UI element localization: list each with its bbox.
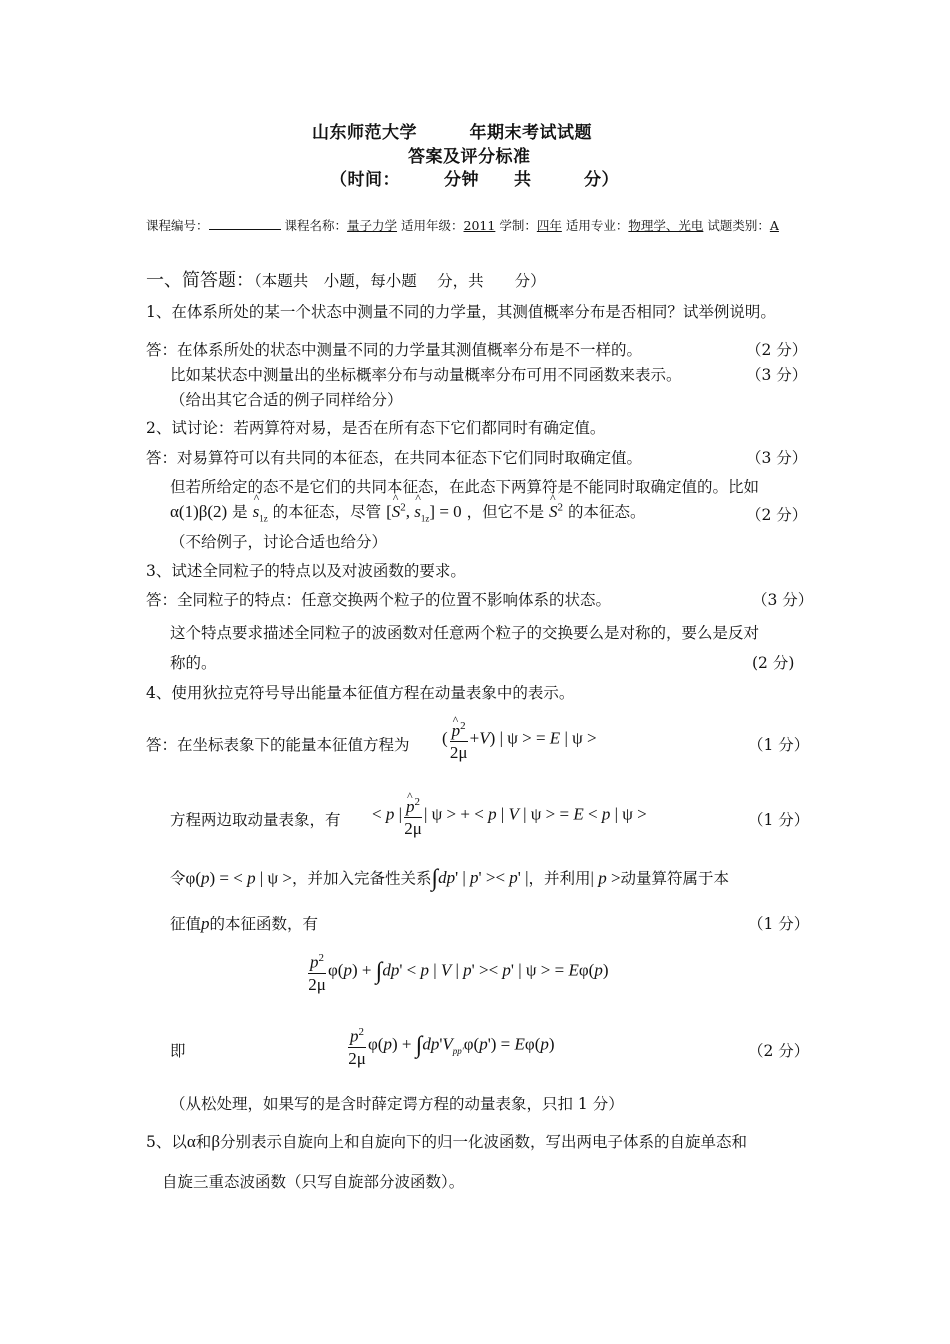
course-meta	[146, 216, 779, 234]
q4-answer-5-label: 即	[170, 1042, 186, 1060]
s2-operator: ^ $S^2$	[549, 502, 563, 521]
q1-score-2: （3 分）	[746, 366, 808, 384]
section-header	[146, 266, 546, 292]
q2-answer-2: 但若所给定的态不是它们的共同本征态，在此态下两算符是不能同时取确定值的。比如	[170, 478, 760, 496]
q1-answer-2: 比如某状态中测量出的坐标概率分布与动量概率分布可用不同函数来表示。	[170, 366, 682, 384]
system-label: 学制：	[499, 218, 537, 233]
q4-text-use: ，并利用	[528, 869, 591, 888]
q3-answer-1: 答：全同粒子的特点：任意交换两个粒子的位置不影响体系的状态。	[146, 591, 612, 609]
exam-time-line: （时间： 分钟 共 分）	[330, 170, 619, 190]
q1-question: 1、在体系所处的某一个状态中测量不同的力学量，其测值概率分布是否相同？试举例说明。	[146, 303, 776, 321]
exam-subtitle: 答案及评分标准	[408, 147, 531, 167]
eq-momentum-projection: < p | ^ $\frac{p^2}{2\mu}$ | ψ > + < p | V | ψ > = E < p | ψ >	[372, 792, 647, 840]
q2-answer-3	[170, 500, 646, 523]
eq-momentum-integral: $\frac{p^2}{2\mu}$ φ(p) + ∫dp' < p | V | p' >< p' | ψ > = Eφ(p)	[306, 948, 609, 996]
q4-answer-1: 答：在坐标表象下的能量本征值方程为	[146, 736, 410, 754]
s1z-operator: ^ $s_{1z}$	[253, 502, 268, 521]
q4-note: （从松处理，如果写的是含时薛定谔方程的动量表象，只扣 1 分）	[170, 1095, 624, 1113]
completeness-expr: ∫dp' | p' >< p' |	[431, 866, 529, 892]
q3-score-1: （3 分）	[752, 591, 814, 609]
grade: 2011	[463, 218, 496, 233]
exam-title: 山东师范大学 年期末考试试题	[312, 123, 592, 143]
q4-score-1: （1 分）	[748, 736, 810, 754]
q5-text-a: 5、以	[146, 1133, 187, 1151]
q2-text-c: ，但它不是	[466, 503, 545, 521]
course-no-blank	[209, 217, 281, 230]
q4-text-momentum: 动量算符属于本	[620, 869, 730, 888]
q4-text-completeness: ，并加入完备性关系	[291, 869, 432, 888]
q5-text-c: 分别表示自旋向上和自旋向下的归一化波函数，写出两电子体系的自旋单态和	[219, 1133, 747, 1151]
major: 物理学、光电	[628, 218, 704, 233]
exam-type: A	[769, 218, 779, 233]
p-var: p	[201, 914, 210, 933]
q3-answer-2: 这个特点要求描述全同粒子的波函数对任意两个粒子的交换要么是对称的，要么是反对	[170, 624, 760, 642]
q2-score-2: （2 分）	[746, 506, 808, 524]
q4-text-let: 令	[170, 869, 186, 888]
ket-p-expr: | p >	[590, 868, 621, 888]
major-label: 适用专业：	[565, 218, 629, 233]
q2-text-d: 的本征态。	[567, 503, 646, 521]
q4-text-eigenfunction: 的本征函数，有	[209, 915, 319, 933]
q4-question: 4、使用狄拉克符号导出能量本征值方程在动量表象中的表示。	[146, 684, 575, 702]
q3-question: 3、试述全同粒子的特点以及对波函数的要求。	[146, 562, 466, 580]
q1-score-1: （2 分）	[746, 341, 808, 359]
course-name: 量子力学	[347, 218, 398, 233]
q4-score-2: （1 分）	[748, 811, 810, 829]
type-label: 试题类别：	[707, 218, 770, 233]
eq-momentum-final: $\frac{p^2}{2\mu}$ $\varphi(p) + \int dp'V_{pp'}\varphi(p') = E\varphi(p)$	[346, 1022, 555, 1070]
q2-answer-1: 答：对易算符可以有共同的本征态，在共同本征态下它们同时取确定值。	[146, 449, 643, 467]
q1-note: （给出其它合适的例子同样给分）	[170, 391, 403, 409]
q4-text-eigenvalue: 征值	[170, 915, 202, 933]
q2-note: （不给例子，讨论合适也给分）	[170, 533, 388, 551]
q2-question: 2、试讨论：若两算符对易，是否在所有态下它们都同时有确定值。	[146, 419, 606, 437]
section-title: 一、简答题：	[146, 270, 254, 291]
q3-score-2: (2 分)	[752, 654, 795, 672]
q4-answer-3	[170, 866, 729, 893]
q2-score-1: （3 分）	[746, 449, 808, 467]
course-name-label: 课程名称：	[284, 218, 348, 233]
course-no-label: 课程编号：	[146, 218, 209, 233]
q1-answer-1: 答：在体系所处的状态中测量不同的力学量其测值概率分布是不一样的。	[146, 341, 643, 359]
eq-coordinate-eigen: ( ^ $\frac{p^2}{2\mu}$ +V) | ψ > = E | ψ >	[442, 716, 597, 764]
q3-answer-3: 称的。	[170, 654, 217, 672]
q2-text-b: 的本征态，尽管	[272, 503, 382, 521]
system: 四年	[536, 218, 562, 233]
q5-text-b: 和	[195, 1133, 212, 1151]
q5-question-line-2: 自旋三重态波函数（只写自旋部分波函数）。	[162, 1173, 465, 1191]
q4-answer-4	[170, 912, 318, 934]
q4-answer-2: 方程两边取动量表象，有	[170, 811, 341, 829]
section-note: （本题共 小题，每小题 分，共 分）	[254, 272, 546, 290]
q2-text-a: 是	[232, 503, 248, 521]
beta-symbol: β	[211, 1132, 220, 1151]
alpha-symbol: α	[186, 1132, 196, 1151]
alpha-beta-expr: α(1)β(2)	[170, 502, 228, 521]
phi-def-expr: φ(p) = < p | ψ >	[185, 868, 292, 888]
commutator-expr: [^ $S^2$, ^ $s_{1z}] = 0$	[386, 502, 462, 521]
grade-label: 适用年级：	[401, 218, 464, 233]
q5-question-line-1	[146, 1130, 747, 1152]
q4-score-4: （2 分）	[748, 1042, 810, 1060]
q4-score-3: （1 分）	[748, 915, 810, 933]
